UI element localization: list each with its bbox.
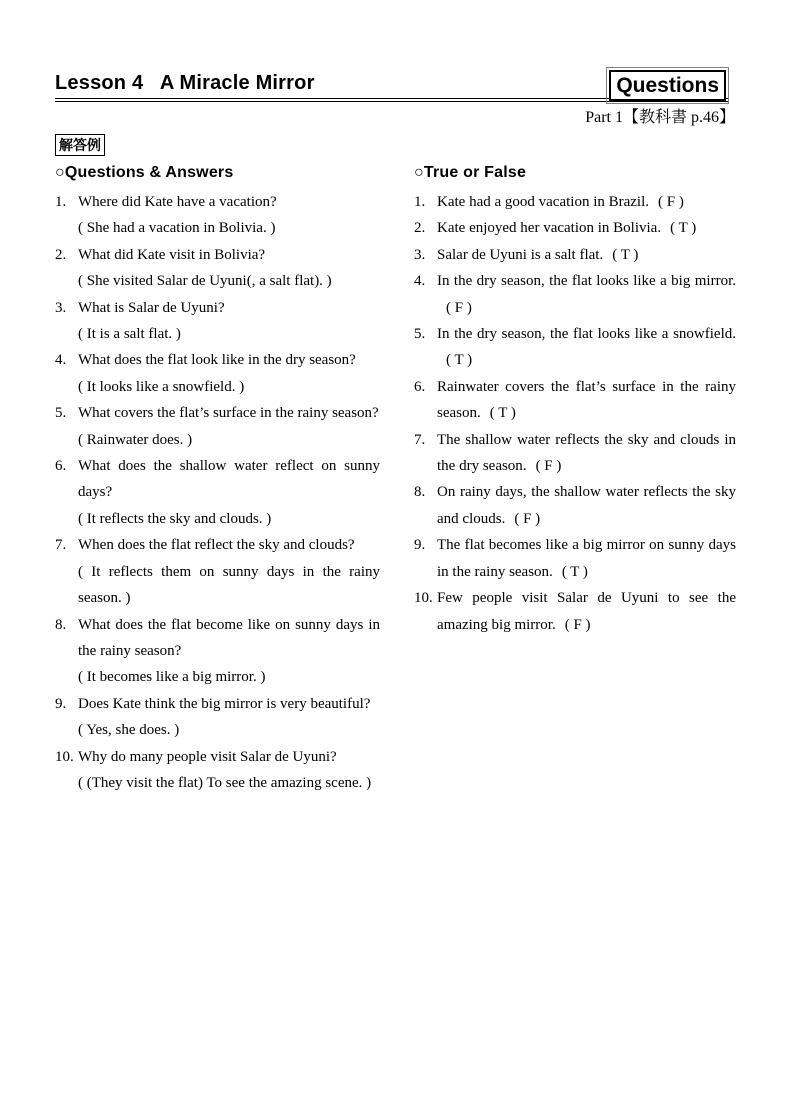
item-number: 2.	[414, 220, 426, 237]
qa-item	[55, 612, 380, 691]
answer-text: ( It reflects them on sunny days in the rainy season. )	[78, 563, 380, 607]
item-number: 1.	[55, 194, 67, 210]
part-label: Part 1【教科書 p.46】	[585, 109, 735, 126]
question-text: What does the flat look like in the dry season?	[78, 352, 356, 369]
qa-item-content	[78, 295, 380, 348]
tf-item	[414, 215, 736, 241]
tf-item-content	[437, 374, 736, 427]
question-text: What does the flat become like on sunny days in the rainy season?	[78, 616, 380, 659]
tf-item-content	[437, 242, 736, 268]
item-number: 7.	[414, 431, 426, 448]
qa-item	[55, 347, 380, 400]
qa-item	[55, 691, 380, 744]
tf-mark: ( T )	[612, 246, 639, 263]
statement-text: Kate enjoyed her vacation in Bolivia.	[437, 220, 662, 237]
statement-text: Few people visit Salar de Uyuni to see the amazing big mirror.	[437, 590, 736, 633]
qa-item-content	[78, 347, 380, 400]
answer-text: ( It is a salt flat. )	[78, 326, 181, 343]
item-number: 9.	[414, 537, 426, 554]
question-text: Where did Kate have a vacation?	[78, 194, 277, 210]
tf-mark: ( T )	[489, 405, 516, 422]
tf-mark: ( T )	[670, 220, 697, 237]
qa-list	[55, 189, 380, 796]
question-text: What is Salar de Uyuni?	[78, 299, 225, 316]
tf-item-content	[437, 585, 736, 638]
item-number: 3.	[414, 246, 426, 263]
tf-mark: ( F )	[564, 616, 591, 633]
tf-mark: ( F )	[658, 194, 684, 210]
item-number: 9.	[55, 695, 67, 712]
qa-heading: ○Questions & Answers	[55, 164, 234, 181]
tf-heading: ○True or False	[414, 164, 527, 181]
answer-example-badge: 解答例	[55, 134, 105, 156]
tf-mark: ( T )	[446, 352, 473, 369]
tf-item-content	[437, 215, 736, 241]
question-text: What covers the flat’s surface in the rainy season?	[78, 405, 379, 422]
item-number: 2.	[55, 246, 67, 263]
item-number: 10.	[414, 590, 433, 607]
statement-text: On rainy days, the shallow water reflects the sky and clouds.	[437, 484, 736, 527]
tf-item	[414, 242, 736, 268]
qa-item-content	[78, 744, 380, 797]
qa-item	[55, 189, 380, 242]
tf-mark: ( F )	[446, 299, 472, 316]
qa-item-content	[78, 532, 380, 611]
tf-list	[414, 189, 736, 638]
qa-section	[55, 161, 380, 796]
question-text: What did Kate visit in Bolivia?	[78, 246, 266, 263]
qa-item-content	[78, 691, 380, 744]
item-number: 4.	[55, 352, 67, 369]
question-text: What does the shallow water reflect on sunny days?	[78, 458, 380, 501]
qa-item	[55, 744, 380, 797]
question-text: Why do many people visit Salar de Uyuni?	[78, 748, 337, 765]
tf-item-content	[437, 321, 736, 374]
qa-item	[55, 295, 380, 348]
question-text: When does the flat reflect the sky and clouds?	[78, 537, 355, 554]
content-columns	[55, 161, 736, 796]
qa-item-content	[78, 400, 380, 453]
tf-item	[414, 268, 736, 321]
statement-text: Rainwater covers the flat’s surface in the rainy season.	[437, 378, 736, 422]
item-number: 7.	[55, 537, 67, 554]
statement-text: The flat becomes like a big mirror on sunny days in the rainy season.	[437, 537, 736, 580]
qa-item-content	[78, 242, 380, 295]
tf-item-content	[437, 268, 736, 321]
answer-text: ( (They visit the flat) To see the amazing scene. )	[78, 774, 372, 791]
tf-mark: ( T )	[561, 563, 588, 580]
item-number: 8.	[55, 616, 67, 633]
item-number: 4.	[414, 273, 426, 290]
qa-item	[55, 532, 380, 611]
tf-item-content	[437, 532, 736, 585]
item-number: 6.	[414, 378, 426, 395]
tf-item	[414, 585, 736, 638]
statement-text: Salar de Uyuni is a salt flat.	[437, 246, 604, 263]
tf-item	[414, 189, 736, 215]
qa-item-content	[78, 612, 380, 691]
item-number: 8.	[414, 484, 426, 501]
question-text: Does Kate think the big mirror is very beautiful?	[78, 695, 371, 712]
statement-text: The shallow water reflects the sky and clouds in the dry season.	[437, 431, 736, 475]
tf-item	[414, 427, 736, 480]
answer-text: ( She had a vacation in Bolivia. )	[78, 220, 276, 237]
answer-text: ( It looks like a snowfield. )	[78, 378, 245, 395]
item-number: 6.	[55, 458, 67, 475]
answer-text: ( Yes, she does. )	[78, 722, 180, 739]
qa-item	[55, 453, 380, 532]
item-number: 5.	[55, 405, 67, 422]
qa-item-content	[78, 189, 380, 242]
tf-item	[414, 532, 736, 585]
item-number: 5.	[414, 326, 426, 343]
header-rule	[55, 58, 728, 102]
qa-item-content	[78, 453, 380, 532]
tf-item	[414, 321, 736, 374]
statement-text: Kate had a good vacation in Brazil.	[437, 194, 650, 210]
qa-item	[55, 242, 380, 295]
tf-item-content	[437, 479, 736, 532]
tf-item	[414, 479, 736, 532]
item-number: 3.	[55, 299, 67, 316]
qa-item	[55, 400, 380, 453]
tf-item-content	[437, 189, 736, 215]
statement-text: In the dry season, the flat looks like a big mirror.	[437, 273, 736, 290]
questions-badge: Questions	[609, 70, 726, 101]
statement-text: In the dry season, the flat looks like a snowfield.	[437, 326, 736, 343]
tf-item-content	[437, 427, 736, 480]
lesson-title: Lesson 4 A Miracle Mirror	[55, 72, 315, 94]
tf-mark: ( F )	[535, 458, 562, 475]
answer-text: ( She visited Salar de Uyuni(, a salt flat). )	[78, 273, 332, 290]
answer-text: ( Rainwater does. )	[78, 431, 193, 448]
item-number: 10.	[55, 748, 74, 765]
item-number: 1.	[414, 194, 426, 210]
tf-item	[414, 374, 736, 427]
answer-text: ( It becomes like a big mirror. )	[78, 669, 266, 686]
tf-section	[414, 161, 736, 796]
answer-text: ( It reflects the sky and clouds. )	[78, 510, 272, 527]
tf-mark: ( F )	[514, 510, 541, 527]
